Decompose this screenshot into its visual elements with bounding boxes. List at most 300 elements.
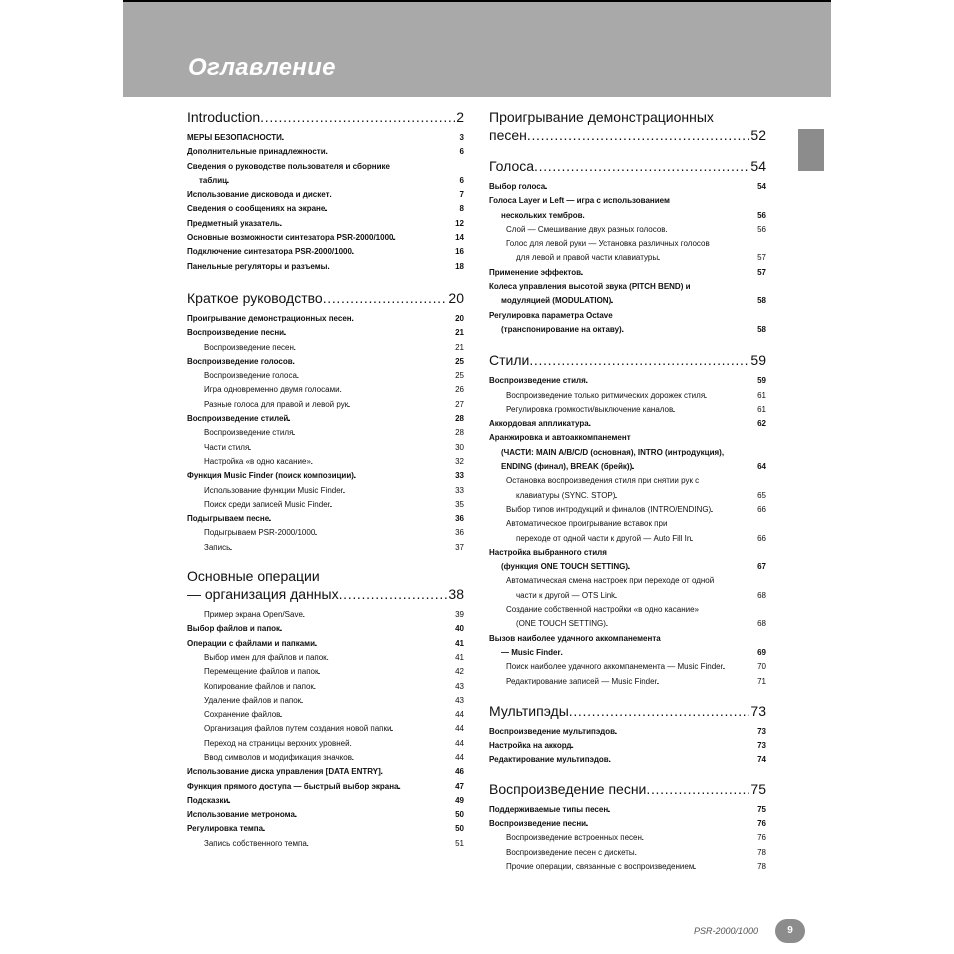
toc-entry[interactable] [187, 512, 464, 526]
toc-page-number: 25 [455, 356, 464, 366]
toc-page-number: 59 [757, 376, 766, 386]
toc-entry-text: Использование дисковода и дискет [187, 190, 330, 200]
toc-entry[interactable] [187, 202, 464, 216]
toc-section [489, 108, 766, 144]
toc-entry-text: Части стиля [204, 442, 250, 452]
section-title-entry[interactable] [489, 126, 766, 144]
toc-entry[interactable] [489, 660, 766, 674]
toc-page-number: 44 [455, 738, 464, 748]
toc-entry[interactable] [489, 803, 766, 817]
toc-entry[interactable] [187, 426, 464, 440]
toc-entry-text: Функция Music Finder (поиск композиции) [187, 471, 354, 481]
toc-entry-text: Запись собственного темпа [204, 838, 307, 848]
toc-entry-text: Создание собственной настройки «в одно касание» [506, 605, 699, 615]
leader-dots [694, 860, 756, 874]
leader-dots [323, 289, 448, 307]
toc-page-number: 7 [459, 190, 464, 200]
leader-dots [398, 780, 454, 794]
toc-page-number: 42 [455, 667, 464, 677]
toc-page-number: 18 [455, 261, 464, 271]
toc-entry-line [489, 632, 766, 646]
toc-page-number: 28 [455, 428, 464, 438]
leader-dots [527, 126, 750, 144]
toc-entry[interactable] [489, 194, 766, 223]
section-page-number: 52 [750, 127, 766, 143]
leader-dots [328, 260, 455, 274]
toc-section [187, 108, 464, 274]
toc-entry[interactable] [187, 608, 464, 622]
toc-entry[interactable] [489, 374, 766, 388]
toc-entry-line [489, 560, 766, 574]
toc-items [187, 312, 464, 555]
toc-entry-text: (функция ONE TOUCH SETTING) [501, 562, 628, 572]
toc-entry-line [187, 174, 464, 188]
toc-entry-text: Редактирование мультипэдов [489, 755, 609, 765]
leader-dots [635, 846, 756, 860]
toc-entry[interactable] [187, 541, 464, 555]
toc-entry[interactable] [187, 637, 464, 651]
leader-dots [569, 702, 750, 720]
leader-dots [339, 585, 448, 603]
toc-entry[interactable] [187, 355, 464, 369]
toc-entry[interactable] [187, 398, 464, 412]
leader-dots [691, 532, 756, 546]
toc-entry-text: Поиск среди записей Music Finder [204, 499, 331, 509]
leader-dots [263, 822, 454, 836]
section-title: Воспроизведение песни [489, 780, 647, 797]
toc-entry[interactable] [187, 441, 464, 455]
leader-dots [325, 202, 458, 216]
toc-entry-text: Функция прямого доступа — быстрый выбор экрана [187, 781, 399, 791]
toc-page-number: 78 [757, 861, 766, 871]
leader-dots [608, 803, 756, 817]
toc-entry-text: Подыгрываем PSR-2000/1000 [204, 528, 316, 538]
leader-dots [583, 209, 757, 223]
leader-dots [393, 231, 454, 245]
toc-entry-text: Предметный указатель [187, 218, 280, 228]
toc-entry[interactable] [489, 309, 766, 338]
toc-entry-text: Настройка «в одно касание» [204, 456, 311, 466]
toc-entry-text: Аккордовая аппликатура [489, 419, 589, 429]
toc-page-number: 76 [757, 818, 766, 828]
leader-dots [350, 737, 455, 751]
toc-entry-line [506, 489, 766, 503]
toc-entry[interactable] [489, 817, 766, 831]
toc-entry[interactable] [187, 694, 464, 708]
toc-entry[interactable] [489, 431, 766, 474]
toc-entry-text: Использование функции Music Finder [204, 485, 344, 495]
toc-page-number: 75 [757, 804, 766, 814]
leader-dots [288, 412, 454, 426]
toc-entry[interactable] [187, 665, 464, 679]
toc-entry-text: Игра одновременно двумя голосами [204, 385, 340, 395]
toc-entry-line [489, 209, 766, 223]
leader-dots [615, 589, 756, 603]
toc-entry-line [489, 194, 766, 208]
toc-entry-line [489, 646, 766, 660]
toc-entry-text: — Music Finder [501, 647, 561, 657]
toc-entry-text: Удаление файлов и папок [204, 695, 302, 705]
toc-page-number: 50 [455, 824, 464, 834]
toc-entry[interactable] [187, 794, 464, 808]
leader-dots [586, 374, 756, 388]
toc-entry[interactable] [489, 237, 766, 266]
toc-entry[interactable] [489, 753, 766, 767]
toc-page-number: 6 [459, 147, 464, 157]
leader-dots [343, 484, 454, 498]
leader-dots [622, 323, 756, 337]
section-title-entry[interactable] [187, 289, 464, 307]
toc-entry-text: Колеса управления высотой звука (PITCH BEND) и [489, 282, 691, 292]
toc-page-number: 68 [757, 590, 766, 600]
toc-entry-text: Воспроизведение голоса [204, 371, 297, 381]
toc-page-number: 73 [757, 726, 766, 736]
toc-entry-text: (ЧАСТИ: MAIN A/B/C/D (основная), INTRO (интродукция), [501, 447, 725, 457]
toc-entry[interactable] [187, 369, 464, 383]
toc-entry-text: Основные возможности синтезатора PSR-2000/1000 [187, 233, 394, 243]
leader-dots [657, 675, 756, 689]
toc-entry-text: Воспроизведение стилей [187, 414, 289, 424]
leader-dots [589, 417, 756, 431]
toc-entry-line [506, 251, 766, 265]
toc-page-number: 35 [455, 499, 464, 509]
toc-entry[interactable] [187, 680, 464, 694]
toc-page-number: 8 [459, 204, 464, 214]
section-title-entry[interactable] [489, 157, 766, 175]
toc-entry[interactable] [489, 860, 766, 874]
toc-page-number: 54 [757, 182, 766, 191]
toc-entry[interactable] [187, 145, 464, 159]
toc-entry[interactable] [489, 266, 766, 280]
toc-page-number: 26 [455, 385, 464, 395]
leader-dots [391, 722, 454, 736]
leader-dots [260, 108, 455, 126]
toc-page-number: 56 [757, 210, 766, 220]
toc-entry[interactable] [489, 180, 766, 194]
toc-entry[interactable] [489, 574, 766, 603]
toc-entry[interactable] [489, 725, 766, 739]
leader-dots [318, 665, 454, 679]
toc-entry-text: Слой — Смешивание двух разных голосов [506, 224, 666, 234]
toc-entry-text: МЕРЫ БЕЗОПАСНОСТИ [187, 133, 282, 142]
toc-entry-text: Голос для левой руки — Установка различных голосов [506, 239, 710, 249]
toc-entry[interactable] [187, 455, 464, 469]
leader-dots [249, 441, 454, 455]
leader-dots [561, 646, 757, 660]
toc-page-number: 73 [757, 741, 766, 751]
section-title: Голоса [489, 158, 535, 174]
section-title-entry[interactable] [187, 585, 464, 603]
toc-entry-text: Выбор файлов и папок [187, 624, 281, 634]
toc-entry[interactable] [489, 223, 766, 237]
toc-entry-line [489, 294, 766, 308]
toc-page-number: 56 [757, 224, 766, 234]
section-title: Основные операции [187, 568, 320, 585]
leader-dots [315, 637, 454, 651]
leader-dots [314, 680, 454, 694]
toc-entry[interactable] [489, 280, 766, 309]
toc-page-number: 36 [455, 514, 464, 524]
toc-entry[interactable] [489, 675, 766, 689]
toc-entry[interactable] [187, 245, 464, 259]
toc-entry[interactable] [187, 312, 464, 326]
toc-entry[interactable] [187, 260, 464, 274]
leader-dots [534, 157, 749, 175]
toc-entry[interactable] [489, 546, 766, 575]
leader-dots [301, 694, 454, 708]
leader-dots [354, 469, 454, 483]
toc-entry-text: для левой и правой части клавиатуры [516, 253, 659, 263]
leader-dots [340, 383, 455, 397]
toc-page-number: 44 [455, 724, 464, 734]
leader-dots [628, 560, 756, 574]
toc-entry-text: (ONE TOUCH SETTING) [516, 619, 606, 629]
toc-page-number: 36 [455, 528, 464, 538]
toc-entry[interactable] [489, 831, 766, 845]
toc-entry[interactable] [187, 837, 464, 851]
toc-page-number: 47 [455, 781, 464, 791]
toc-entry-line [489, 446, 766, 460]
chapter-tab [798, 129, 824, 171]
toc-items [489, 803, 766, 874]
section-title: — организация данных [187, 586, 339, 603]
leader-dots [282, 131, 459, 145]
toc-entry-text: переходе от одной части к другой — Auto Fill In [516, 533, 692, 543]
toc-page-number: 33 [455, 485, 464, 495]
toc-entry[interactable] [187, 822, 464, 836]
toc-entry[interactable] [187, 737, 464, 751]
toc-entry-text: Подыгрываем песне [187, 514, 270, 524]
toc-entry[interactable] [489, 739, 766, 753]
leader-dots [529, 351, 749, 369]
toc-entry-text: Редактирование записей — Music Finder [506, 676, 658, 686]
section-title: Краткое руководство [187, 289, 323, 306]
leader-dots [280, 217, 454, 231]
toc-entry-text: Регулировка темпа [187, 824, 264, 834]
toc-entry[interactable] [489, 417, 766, 431]
toc-entry-text: Копирование файлов и папок [204, 681, 314, 691]
toc-entry[interactable] [187, 498, 464, 512]
toc-entry-text: Организация файлов путем создания новой папки [204, 724, 392, 734]
leader-dots [545, 180, 756, 194]
leader-dots [581, 266, 756, 280]
toc-page-number: 16 [455, 247, 464, 257]
toc-entry[interactable] [489, 846, 766, 860]
section-title: Стили [489, 352, 530, 369]
toc-page-number: 33 [455, 471, 464, 481]
toc-page-number: 21 [455, 328, 464, 338]
leader-dots [658, 251, 756, 265]
toc-entry[interactable] [489, 503, 766, 517]
toc-page-number: 27 [455, 399, 464, 409]
toc-entry[interactable] [187, 188, 464, 202]
leader-dots [352, 245, 454, 259]
toc-entry[interactable] [187, 751, 464, 765]
section-title: Introduction [187, 109, 261, 125]
toc-entry-text: Сохранение файлов [204, 710, 281, 720]
toc-page-number: 14 [455, 233, 464, 243]
toc-entry[interactable] [187, 326, 464, 340]
toc-page-number: 70 [757, 662, 766, 672]
toc-section [489, 157, 766, 337]
toc-entry[interactable] [187, 780, 464, 794]
leader-dots [705, 389, 756, 403]
toc-entry-text: Панельные регуляторы и разъемы [187, 261, 328, 271]
toc-entry[interactable] [489, 403, 766, 417]
toc-entry-text: Вызов наиболее удачного аккомпанемента [489, 633, 661, 643]
toc-entry[interactable] [489, 632, 766, 661]
toc-page-number: 69 [757, 647, 766, 657]
leader-dots [303, 608, 454, 622]
toc-entry[interactable] [489, 389, 766, 403]
toc-column-right [489, 108, 766, 874]
toc-section [187, 289, 464, 555]
toc-section [489, 351, 766, 689]
toc-entry[interactable] [187, 341, 464, 355]
toc-entry-text: Использование диска управления [DATA ENTRY] [187, 767, 381, 777]
toc-items [187, 608, 464, 851]
toc-entry-text: Поиск наиболее удачного аккомпанемента — Music Finder [506, 662, 724, 672]
section-title: песен [489, 127, 527, 143]
toc-entry[interactable] [187, 622, 464, 636]
toc-page-number: 51 [455, 838, 464, 848]
section-title-entry[interactable] [187, 108, 464, 126]
section-page-number: 2 [456, 109, 464, 125]
leader-dots [330, 498, 454, 512]
toc-entry-text: Перемещение файлов и папок [204, 667, 319, 677]
toc-entry-text: Автоматическое проигрывание вставок при [506, 519, 668, 529]
toc-entry-text: Воспроизведение стиля [489, 376, 586, 386]
section-page-number: 75 [750, 780, 766, 797]
section-title-entry[interactable] [489, 351, 766, 369]
leader-dots [295, 808, 454, 822]
toc-entry[interactable] [187, 469, 464, 483]
toc-entry-text: клавиатуры (SYNC. STOP) [516, 490, 616, 500]
toc-entry-text: Воспроизведение встроенных песен [506, 833, 642, 843]
toc-page-number: 74 [757, 755, 766, 765]
leader-dots [330, 188, 459, 202]
toc-page-number: 43 [455, 695, 464, 705]
section-title: Проигрывание демонстрационных [489, 109, 714, 125]
toc-entry[interactable] [489, 474, 766, 503]
toc-entry-text: Воспроизведение голосов [187, 356, 293, 366]
leader-dots [348, 398, 454, 412]
toc-entry-text: Подключение синтезатора PSR-2000/1000 [187, 247, 352, 257]
toc-entry[interactable] [187, 651, 464, 665]
section-title-line[interactable] [489, 108, 766, 126]
page-title: Оглавление [188, 54, 336, 81]
leader-dots [352, 312, 454, 326]
toc-entry[interactable] [187, 708, 464, 722]
toc-page-number: 66 [757, 533, 766, 543]
toc-page-number: 57 [757, 253, 766, 263]
toc-entry-text: Прочие операции, связанные с воспроизведением [506, 861, 695, 871]
section-page-number: 54 [750, 158, 766, 174]
section-page-number: 59 [750, 352, 766, 369]
leader-dots [284, 326, 454, 340]
leader-dots [315, 526, 454, 540]
toc-entry-text: Выбор типов интродукций и финалов (INTRO/ENDING) [506, 504, 712, 514]
section-title-line[interactable] [187, 567, 464, 585]
toc-section [489, 780, 766, 874]
toc-entry[interactable] [489, 517, 766, 546]
leader-dots [673, 403, 756, 417]
toc-entry-text: Воспроизведение мультипэдов [489, 726, 616, 736]
toc-entry-text: Воспроизведение песни [187, 328, 285, 338]
toc-entry-text: Ввод символов и модификация значков [204, 752, 352, 762]
leader-dots [230, 541, 454, 555]
toc-page-number: 28 [455, 414, 464, 424]
toc-entry-text: части к другой — OTS Link [516, 590, 616, 600]
section-title-entry[interactable] [489, 702, 766, 720]
toc-page-number: 44 [455, 710, 464, 720]
leader-dots [269, 512, 454, 526]
toc-entry[interactable] [187, 412, 464, 426]
toc-entry[interactable] [489, 603, 766, 632]
toc-entry-text: Разные голоса для правой и левой рук [204, 399, 349, 409]
toc-page-number: 66 [757, 504, 766, 514]
toc-entry-text: ENDING (финал), BREAK (брейк)) [501, 462, 633, 472]
leader-dots [723, 660, 756, 674]
toc-page-number: 65 [757, 490, 766, 500]
toc-entry[interactable] [187, 808, 464, 822]
toc-entry[interactable] [187, 484, 464, 498]
toc-entry[interactable] [187, 526, 464, 540]
toc-entry[interactable] [187, 131, 464, 145]
section-title: Мультипэды [489, 702, 569, 719]
toc-entry-line [506, 532, 766, 546]
toc-entry[interactable] [187, 231, 464, 245]
toc-entry-text: Переход на страницы верхних уровней [204, 738, 350, 748]
section-title-entry[interactable] [489, 780, 766, 798]
toc-entry-text: Использование метронома [187, 810, 295, 820]
toc-items [187, 131, 464, 274]
leader-dots [293, 426, 454, 440]
leader-dots [294, 341, 454, 355]
leader-dots [632, 460, 756, 474]
toc-page-number: 78 [757, 847, 766, 857]
toc-entry-text: таблиц [199, 175, 228, 185]
toc-page-number: 25 [455, 371, 464, 381]
toc-entry[interactable] [187, 217, 464, 231]
toc-section [187, 567, 464, 851]
toc-entry[interactable] [187, 383, 464, 397]
toc-page-number: 62 [757, 419, 766, 429]
leader-dots [327, 651, 454, 665]
leader-dots [611, 294, 756, 308]
toc-entry-text: Настройка выбранного стиля [489, 547, 607, 557]
toc-page-number: 32 [455, 456, 464, 466]
toc-entry-line [489, 546, 766, 560]
toc-entry[interactable] [187, 160, 464, 189]
leader-dots [615, 725, 756, 739]
toc-entry-line [489, 323, 766, 337]
toc-entry-text: Воспроизведение песни [489, 818, 587, 828]
leader-dots [381, 765, 454, 779]
leader-dots [586, 817, 756, 831]
toc-entry[interactable] [187, 722, 464, 736]
leader-dots [711, 503, 756, 517]
toc-page-number: 71 [757, 676, 766, 686]
toc-entry-line [506, 589, 766, 603]
toc-page-number: 43 [455, 681, 464, 691]
toc-entry-line [506, 574, 766, 588]
leader-dots [228, 794, 454, 808]
leader-dots [571, 739, 756, 753]
leader-dots [642, 831, 756, 845]
toc-entry[interactable] [187, 765, 464, 779]
leader-dots [280, 622, 454, 636]
